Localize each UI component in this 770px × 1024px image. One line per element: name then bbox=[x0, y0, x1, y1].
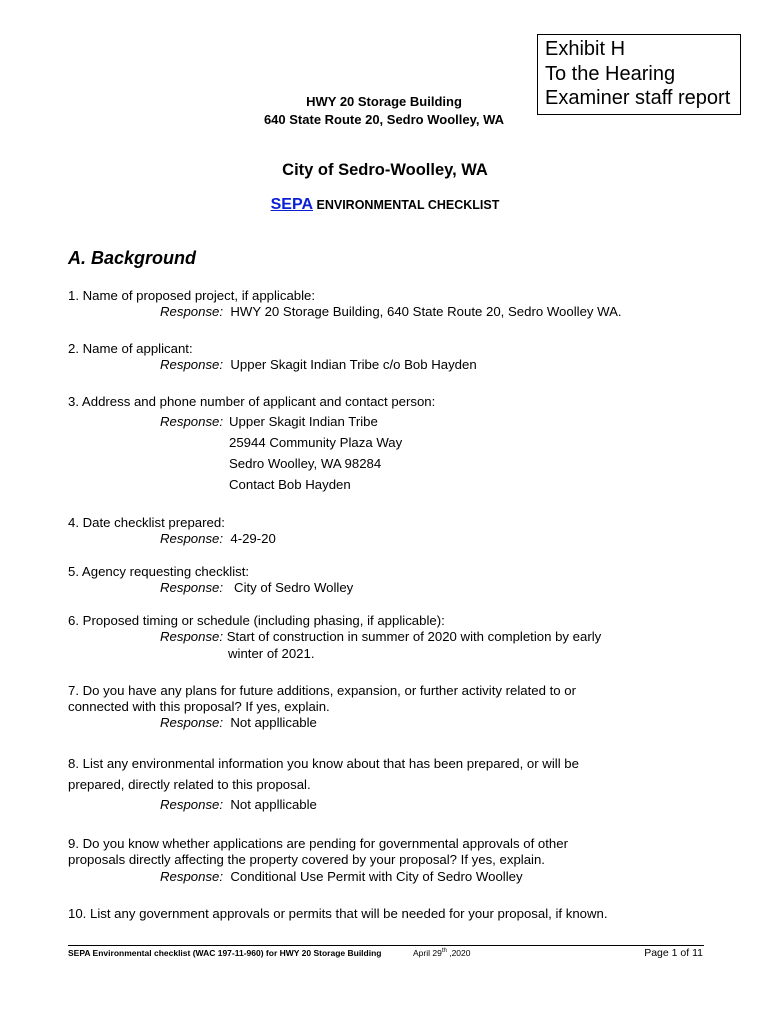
response-3-line-4: Contact Bob Hayden bbox=[229, 477, 351, 492]
response-label: Response: bbox=[160, 531, 224, 546]
response-5 bbox=[160, 580, 353, 597]
page-number: Page 1 of 11 bbox=[644, 947, 703, 959]
footer-date-prefix: April 29 bbox=[413, 948, 442, 958]
question-2: 2. Name of applicant: bbox=[68, 341, 193, 356]
footer-date-suffix: ,2020 bbox=[446, 948, 471, 958]
response-3-line-2: 25944 Community Plaza Way bbox=[229, 435, 403, 450]
response-2-text: Upper Skagit Indian Tribe c/o Bob Hayden bbox=[230, 357, 477, 372]
response-7 bbox=[160, 715, 317, 732]
response-label: Response: bbox=[160, 715, 224, 730]
response-3 bbox=[160, 414, 223, 431]
question-5: 5. Agency requesting checklist: bbox=[68, 564, 250, 579]
response-1-text: HWY 20 Storage Building, 640 State Route 20, Sedro Woolley WA. bbox=[230, 304, 622, 319]
question-9: 9. Do you know whether applications are pending for governmental approvals of other bbox=[68, 836, 568, 851]
response-8 bbox=[160, 797, 317, 814]
response-9-text: Conditional Use Permit with City of Sedro Woolley bbox=[230, 869, 523, 884]
footer-date-sup: th bbox=[441, 948, 447, 955]
response-4-text: 4-29-20 bbox=[230, 531, 276, 546]
response-label: Response: bbox=[160, 304, 224, 319]
response-4 bbox=[160, 531, 276, 548]
exhibit-line-1: Exhibit H bbox=[545, 38, 626, 60]
footer-divider bbox=[68, 945, 704, 946]
response-5-text: City of Sedro Wolley bbox=[234, 580, 354, 595]
footer-document-title: SEPA Environmental checklist (WAC 197-11-960) for HWY 20 Storage Building bbox=[68, 948, 382, 958]
response-label: Response: bbox=[160, 797, 224, 812]
checklist-title-text: ENVIRONMENTAL CHECKLIST bbox=[313, 198, 500, 212]
project-title: HWY 20 Storage Building bbox=[306, 94, 462, 109]
response-2 bbox=[160, 357, 477, 374]
footer-date bbox=[413, 948, 470, 958]
city-title: City of Sedro-Woolley, WA bbox=[282, 161, 488, 179]
checklist-title bbox=[0, 196, 770, 214]
response-8-text: Not appllicable bbox=[230, 797, 317, 812]
section-heading: A. Background bbox=[68, 248, 197, 268]
question-4: 4. Date checklist prepared: bbox=[68, 515, 225, 530]
question-3: 3. Address and phone number of applicant and contact person: bbox=[68, 394, 436, 409]
exhibit-stamp bbox=[537, 34, 741, 115]
response-9 bbox=[160, 869, 523, 886]
response-1 bbox=[160, 304, 622, 321]
response-6-line-2: winter of 2021. bbox=[228, 646, 315, 661]
question-7-line-2: connected with this proposal? If yes, explain. bbox=[68, 699, 330, 714]
response-label: Response: bbox=[160, 629, 224, 644]
question-8: 8. List any environmental information you know about that has been prepared, or will be bbox=[68, 756, 579, 771]
response-3-line-1: Upper Skagit Indian Tribe bbox=[229, 414, 378, 429]
question-1: 1. Name of proposed project, if applicable: bbox=[68, 288, 316, 303]
response-label: Response: bbox=[160, 580, 224, 595]
response-label: Response: bbox=[160, 357, 224, 372]
question-9-line-2: proposals directly affecting the property covered by your proposal? If yes, explain. bbox=[68, 852, 545, 867]
question-6: 6. Proposed timing or schedule (including phasing, if applicable): bbox=[68, 613, 445, 628]
exhibit-line-2: To the Hearing bbox=[545, 62, 676, 85]
question-7: 7. Do you have any plans for future additions, expansion, or further activity related to or bbox=[68, 683, 577, 698]
response-6 bbox=[160, 629, 601, 646]
response-7-text: Not appllicable bbox=[230, 715, 317, 730]
response-label: Response: bbox=[160, 414, 224, 429]
response-label: Response: bbox=[160, 869, 224, 884]
exhibit-line-3: Examiner staff report bbox=[545, 87, 731, 109]
response-6-text: Start of construction in summer of 2020 with completion by early bbox=[226, 629, 602, 644]
sepa-link[interactable]: SEPA bbox=[270, 196, 314, 213]
question-8-line-2: prepared, directly related to this proposal. bbox=[68, 777, 311, 792]
project-address: 640 State Route 20, Sedro Woolley, WA bbox=[263, 112, 505, 127]
response-3-line-3: Sedro Woolley, WA 98284 bbox=[229, 456, 382, 471]
question-10: 10. List any government approvals or permits that will be needed for your proposal, if known. bbox=[68, 906, 608, 921]
